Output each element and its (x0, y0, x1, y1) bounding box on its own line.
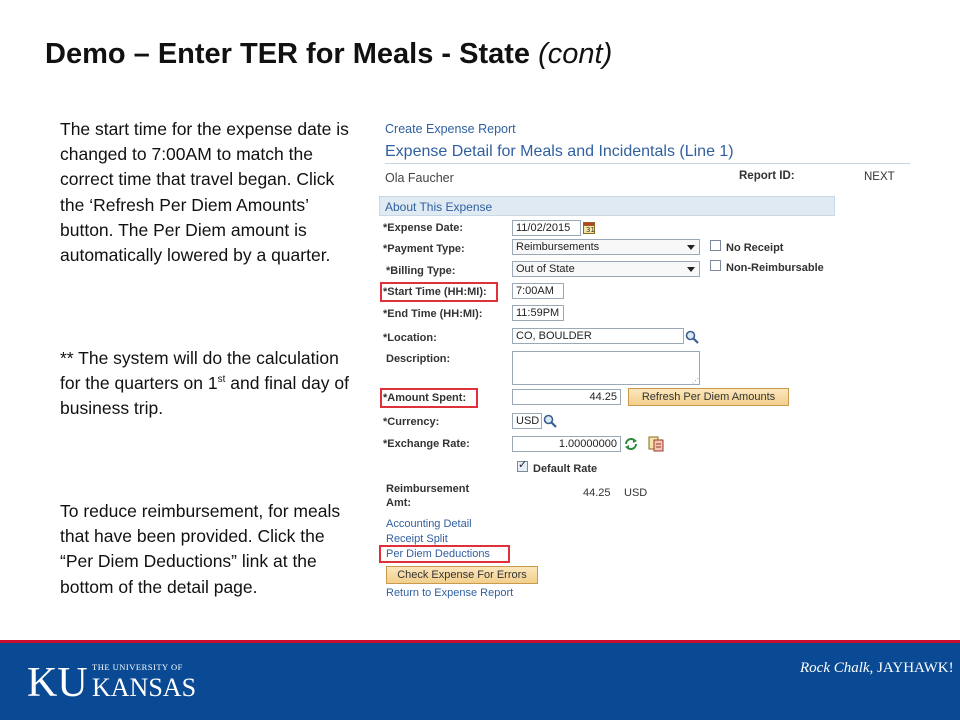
chevron-down-icon (687, 245, 695, 250)
refresh-per-diem-button[interactable]: Refresh Per Diem Amounts (628, 388, 789, 406)
instruction-paragraph-3: To reduce reimbursement, for meals that have been provided. Click the “Per Diem Deductions” link at the bottom of the detail page. (60, 501, 341, 597)
return-to-expense-report-link[interactable]: Return to Expense Report (386, 587, 514, 599)
start-time-field[interactable]: 7:00AM (512, 283, 564, 299)
amount-spent-field[interactable]: 44.25 (512, 389, 621, 405)
search-icon[interactable] (543, 414, 557, 428)
reimbursement-label-line2: Amt: (386, 497, 412, 509)
default-rate-label: Default Rate (533, 463, 598, 475)
reimbursement-amount: 44.25 (583, 487, 611, 499)
chevron-down-icon (687, 267, 695, 272)
receipt-split-link[interactable]: Receipt Split (386, 533, 448, 545)
amount-spent-label: *Amount Spent: (383, 392, 467, 404)
slogan-jayhawk: JAYHAWK! (873, 660, 954, 676)
no-receipt-label: No Receipt (726, 242, 784, 254)
non-reimbursable-checkbox[interactable] (710, 260, 721, 271)
university-of-text: THE UNIVERSITY OF (92, 662, 183, 672)
reimbursement-label-line1: Reimbursement (386, 483, 470, 495)
end-time-label: *End Time (HH:MI): (383, 308, 483, 320)
billing-type-select[interactable] (512, 261, 700, 277)
description-textarea[interactable] (512, 351, 700, 385)
employee-name: Ola Faucher (385, 171, 454, 185)
search-icon[interactable] (685, 330, 699, 344)
non-reimbursable-label: Non-Reimbursable (726, 262, 824, 274)
expense-detail-screen (378, 118, 913, 608)
payment-type-label: *Payment Type: (383, 243, 465, 255)
section-title: About This Expense (385, 200, 493, 214)
exchange-rate-field[interactable]: 1.00000000 (512, 436, 621, 452)
calendar-icon[interactable] (583, 221, 595, 234)
description-label: Description: (386, 353, 451, 365)
refresh-icon[interactable] (624, 437, 638, 451)
currency-label: *Currency: (383, 416, 440, 428)
reimbursement-currency: USD (624, 487, 648, 499)
slogan (800, 660, 954, 677)
default-rate-checkbox[interactable] (517, 461, 528, 472)
svg-text:31: 31 (586, 226, 595, 234)
expense-date-field[interactable]: 11/02/2015 (512, 220, 581, 236)
payment-type-select[interactable] (512, 239, 700, 255)
location-field[interactable]: CO, BOULDER (512, 328, 684, 344)
breadcrumb[interactable]: Create Expense Report (385, 122, 516, 136)
report-id-value: NEXT (864, 171, 895, 183)
per-diem-deductions-link[interactable]: Per Diem Deductions (386, 548, 490, 560)
para2-start: ** The system will do the calculation for the quarters on 1 (60, 348, 339, 394)
end-time-field[interactable]: 11:59PM (512, 305, 564, 321)
resize-grip-icon[interactable]: ⋰ (692, 378, 699, 385)
location-label: *Location: (383, 332, 437, 344)
header-divider (385, 163, 910, 164)
para2-sup: st (217, 374, 226, 386)
instruction-paragraph-1: The start time for the expense date is changed to 7:00AM to match the correct time that travel began. Click the ‘Refresh Per Diem Amounts’ button. The Per Diem amount is automatically lowered by a quarter. (60, 119, 349, 266)
no-receipt-checkbox[interactable] (710, 240, 721, 251)
kansas-wordmark: KANSAS (92, 673, 197, 702)
billing-type-value: Out of State (516, 263, 575, 275)
start-time-label: *Start Time (HH:MI): (383, 286, 487, 298)
para2-end: and final day of business trip. (60, 373, 349, 419)
slogan-rock-chalk: Rock Chalk, (800, 660, 874, 676)
currency-field[interactable]: USD (512, 413, 542, 429)
billing-type-label: *Billing Type: (386, 265, 456, 277)
accounting-detail-link[interactable]: Accounting Detail (386, 518, 472, 530)
check-expense-errors-button[interactable]: Check Expense For Errors (386, 566, 538, 584)
page-title: Expense Detail for Meals and Incidentals (Line 1) (385, 143, 734, 160)
calculator-icon[interactable] (648, 436, 664, 452)
slide-title-cont: (cont) (538, 38, 613, 70)
slide-title-text: Demo – Enter TER for Meals - State (45, 38, 539, 70)
ku-logo: KU (27, 660, 88, 706)
slide-title (45, 38, 612, 71)
report-id-label: Report ID: (739, 170, 795, 182)
expense-date-label: *Expense Date: (383, 222, 464, 234)
instruction-paragraph-2 (60, 346, 350, 422)
exchange-rate-label: *Exchange Rate: (383, 438, 470, 450)
payment-type-value: Reimbursements (516, 241, 600, 253)
